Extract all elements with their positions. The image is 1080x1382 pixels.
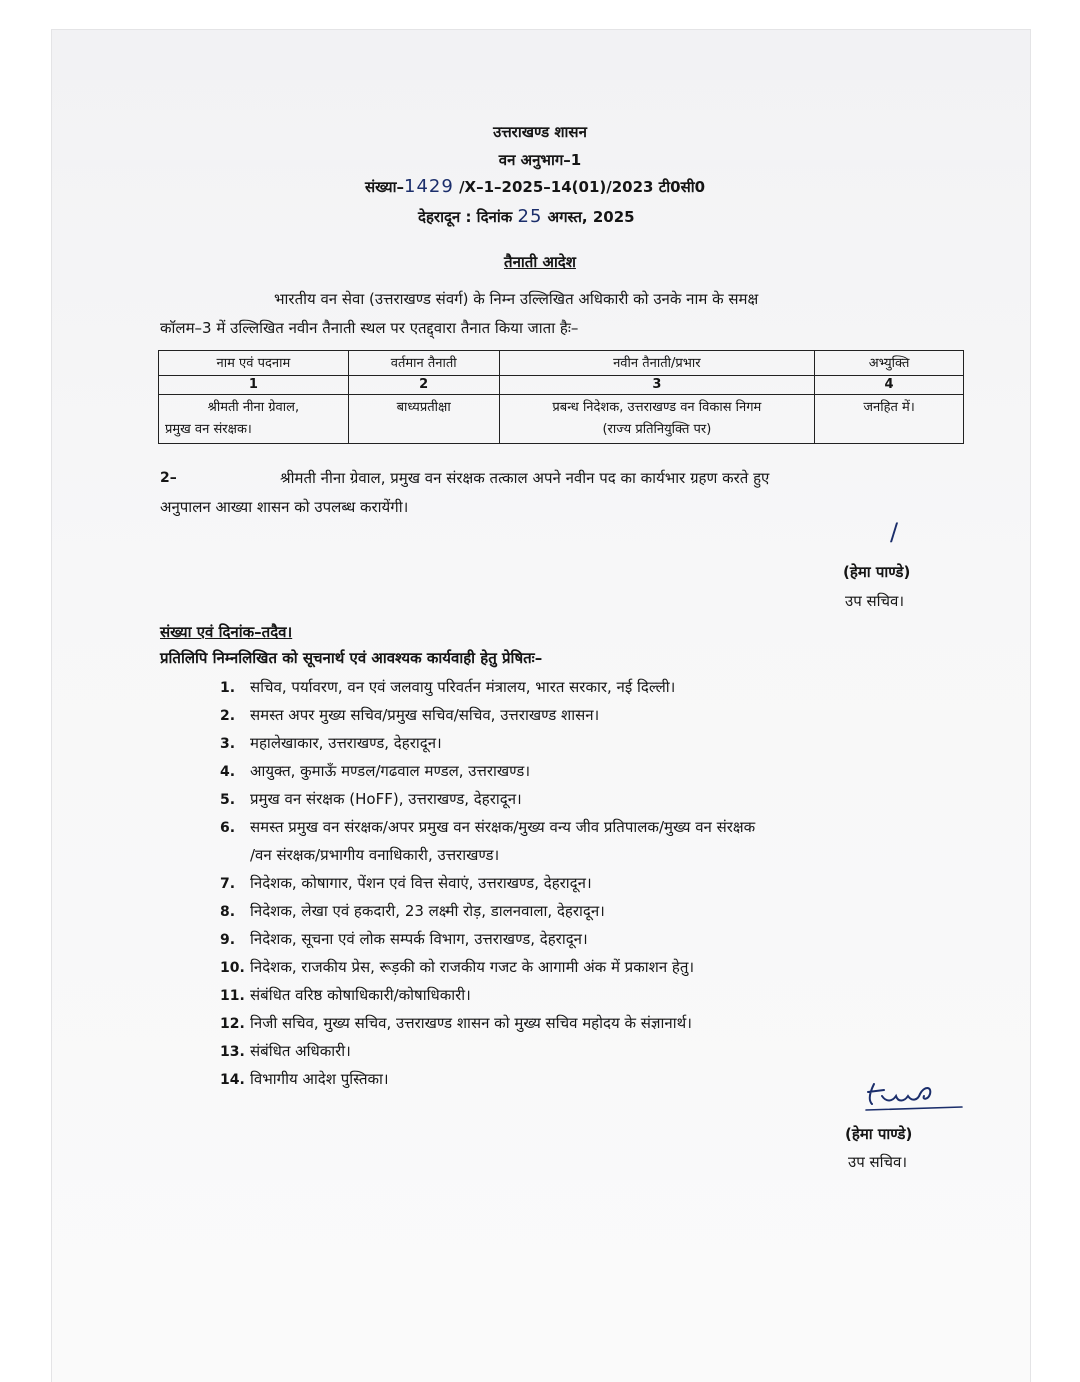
list-item-number: 7. [220, 876, 236, 892]
govt-name: उत्तराखण्ड शासन [493, 123, 587, 141]
list-item [220, 677, 675, 697]
copy-heading: प्रतिलिपि निम्नलिखित को सूचनार्थ एवं आवश्यक कार्यवाही हेतु प्रेषितः– [160, 649, 543, 667]
list-item-text: आयुक्त, कुमाऊँ मण्डल/गढवाल मण्डल, उत्तराखण्ड। [250, 762, 531, 780]
intro-line-1: भारतीय वन सेवा (उत्तराखण्ड संवर्ग) के निम्न उल्लिखित अधिकारी को उनके नाम के समक्ष [274, 290, 759, 308]
table-number-row [159, 376, 964, 395]
list-item-text: संबंधित वरिष्ठ कोषाधिकारी/कोषाधिकारी। [250, 986, 471, 1004]
list-item-continuation: /वन संरक्षक/प्रभागीय वनाधिकारी, उत्तराखण्ड। [250, 846, 500, 864]
col-number-3: 3 [499, 376, 815, 395]
list-item [220, 957, 694, 977]
para2-line-1: श्रीमती नीना ग्रेवाल, प्रमुख वन संरक्षक तत्काल अपने नवीन पद का कार्यभार ग्रहण करते हुए [280, 469, 770, 487]
signatory-name-2: (हेमा पाण्डे) [845, 1125, 913, 1143]
cell-new-line-1: प्रबन्ध निदेशक, उत्तराखण्ड वन विकास निगम [552, 400, 762, 415]
para2-number: 2– [160, 470, 177, 486]
list-item-number: 14. [220, 1072, 245, 1088]
list-item-text: निदेशक, सूचना एवं लोक सम्पर्क विभाग, उत्तराखण्ड, देहरादून। [250, 930, 588, 948]
order-number-handwritten: 1429 [404, 176, 454, 197]
section-name: वन अनुभाग–1 [498, 151, 582, 169]
cell-name [159, 395, 349, 444]
list-item [220, 1013, 692, 1033]
cell-new-line-2: (राज्य प्रतिनियुक्ति पर) [602, 422, 712, 437]
list-item-number: 6. [220, 820, 236, 836]
col-number-2: 2 [348, 376, 499, 395]
list-item-number: 10. [220, 960, 245, 976]
col-header-new: नवीन तैनाती/प्रभार [499, 351, 815, 376]
order-number-prefix: संख्या– [365, 178, 405, 196]
list-item [220, 733, 442, 753]
signatory-name: (हेमा पाण्डे) [843, 563, 911, 581]
list-item [220, 985, 471, 1005]
list-item [220, 1041, 351, 1061]
list-item [220, 929, 588, 949]
list-item-number: 9. [220, 932, 236, 948]
col-number-1: 1 [159, 376, 349, 395]
cell-remark: जनहित में। [815, 395, 964, 444]
list-item-text: निजी सचिव, मुख्य सचिव, उत्तराखण्ड शासन को मुख्य सचिव महोदय के संज्ञानार्थ। [250, 1014, 692, 1032]
intro-line-2: कॉलम–3 में उल्लिखित नवीन तैनाती स्थल पर एतद्द्वारा तैनात किया जाता हैः– [160, 319, 579, 337]
list-item [220, 789, 522, 809]
cell-name-line-2: प्रमुख वन संरक्षक। [165, 422, 252, 437]
list-item-text: प्रमुख वन संरक्षक (HoFF), उत्तराखण्ड, देहरादून। [250, 790, 522, 808]
list-item-text: निदेशक, राजकीय प्रेस, रूड़की को राजकीय गजट के आगामी अंक में प्रकाशन हेतु। [250, 958, 695, 976]
list-item-text: महालेखाकार, उत्तराखण्ड, देहरादून। [250, 734, 442, 752]
signatory-designation: उप सचिव। [845, 592, 905, 610]
list-item-number: 8. [220, 904, 236, 920]
list-item [220, 873, 592, 893]
order-title: तैनाती आदेश [504, 253, 576, 271]
list-item-text: निदेशक, लेखा एवं हकदारी, 23 लक्ष्मी रोड़, डालनवाला, देहरादून। [250, 902, 605, 920]
list-item-number: 11. [220, 988, 245, 1004]
list-item [220, 817, 755, 837]
cell-new [499, 395, 815, 444]
order-number [365, 176, 1080, 197]
signatory-designation-2: उप सचिव। [848, 1153, 908, 1171]
order-number-suffix: /X–1–2025–14(01)/2023 टी0सी0 [459, 178, 706, 196]
list-item [220, 761, 530, 781]
list-item-text: समस्त प्रमुख वन संरक्षक/अपर प्रमुख वन संरक्षक/मुख्य वन्य जीव प्रतिपालक/मुख्य वन संरक्षक [250, 818, 756, 836]
para2-line-2: अनुपालन आख्या शासन को उपलब्ध करायेंगी। [160, 498, 409, 516]
col-header-name: नाम एवं पदनाम [159, 351, 349, 376]
list-item [220, 705, 599, 725]
date-handwritten: 25 [517, 206, 543, 227]
list-item-number: 4. [220, 764, 236, 780]
list-item-text: विभागीय आदेश पुस्तिका। [250, 1070, 389, 1088]
list-item [220, 901, 605, 921]
table-header-row [159, 351, 964, 376]
list-item-number: 12. [220, 1016, 245, 1032]
col-number-4: 4 [815, 376, 964, 395]
list-item-text: सचिव, पर्यावरण, वन एवं जलवायु परिवर्तन मंत्रालय, भारत सरकार, नई दिल्ली। [250, 678, 676, 696]
list-item-number: 13. [220, 1044, 245, 1060]
signature-mark: / [890, 518, 900, 546]
order-date [418, 206, 1080, 227]
list-item [220, 1069, 389, 1089]
list-item-text: समस्त अपर मुख्य सचिव/प्रमुख सचिव/सचिव, उत्तराखण्ड शासन। [250, 706, 600, 724]
list-item-text: निदेशक, कोषागार, पेंशन एवं वित्त सेवाएं, उत्तराखण्ड, देहरादून। [250, 874, 592, 892]
col-header-remark: अभ्युक्ति [815, 351, 964, 376]
posting-table [158, 350, 964, 444]
handwritten-signature [862, 1074, 972, 1116]
cell-current: बाध्यप्रतीक्षा [348, 395, 499, 444]
list-item-number: 3. [220, 736, 236, 752]
list-item-text: संबंधित अधिकारी। [250, 1042, 351, 1060]
col-header-current: वर्तमान तैनाती [348, 351, 499, 376]
list-item-number: 1. [220, 680, 236, 696]
table-row [159, 395, 964, 444]
cell-name-line-1: श्रीमती नीना ग्रेवाल, [207, 400, 300, 415]
copy-reference: संख्या एवं दिनांक–तदैव। [160, 623, 293, 641]
list-item-number: 5. [220, 792, 236, 808]
date-prefix: देहरादून : दिनांक [418, 208, 513, 226]
date-suffix: अगस्त, 2025 [547, 208, 635, 226]
list-item-number: 2. [220, 708, 236, 724]
